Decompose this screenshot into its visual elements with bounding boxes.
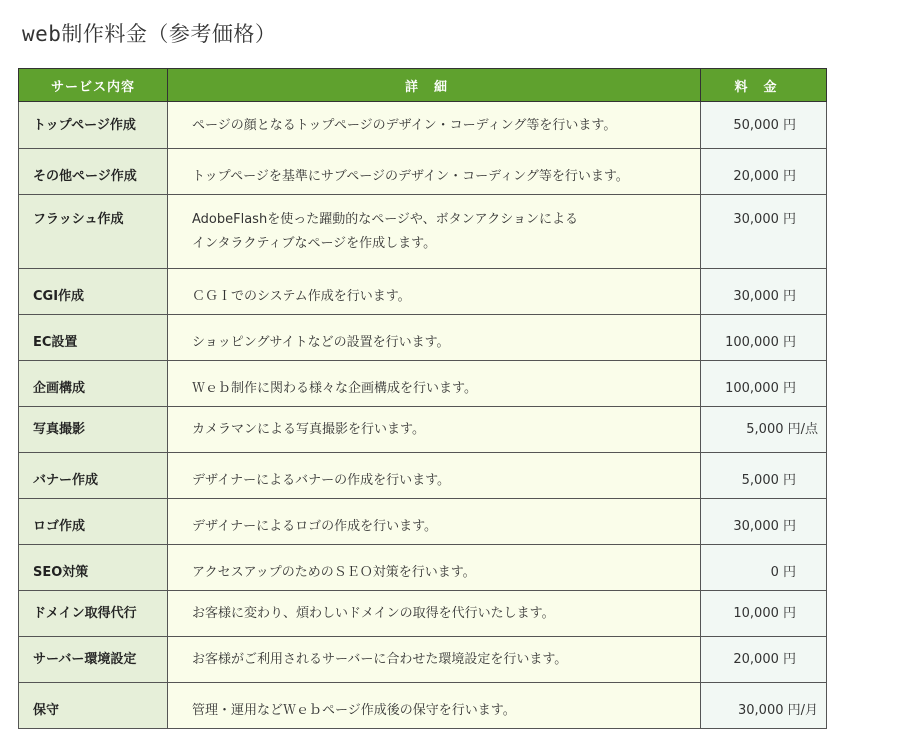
detail-line: ページの顔となるトップページのデザイン・コーディング等を行います。 — [192, 118, 617, 133]
detail-line: デザイナーによるバナーの作成を行います。 — [192, 473, 451, 488]
service-name-cell: バナー作成 — [19, 453, 168, 499]
detail-line: アクセスアップのためのＳＥＯ対策を行います。 — [192, 565, 476, 580]
service-name-cell: トップページ作成 — [19, 102, 168, 149]
detail-line: Ｗｅｂ制作に関わる様々な企画構成を行います。 — [192, 381, 477, 396]
table-row — [19, 453, 827, 499]
service-detail-cell — [168, 315, 701, 361]
service-detail-cell — [168, 637, 701, 683]
service-detail-cell — [168, 269, 701, 315]
service-price-cell: 30,000 円/月 — [701, 683, 827, 729]
table-row — [19, 102, 827, 149]
service-detail-cell — [168, 407, 701, 453]
service-price-cell: 30,000 円 — [701, 269, 827, 315]
detail-line: AdobeFlashを使った躍動的なページや、ボタンアクションによる — [192, 212, 579, 227]
page-title: web制作料金（参考価格） — [22, 22, 277, 46]
header-detail: 詳細 — [168, 69, 701, 102]
service-detail-cell — [168, 102, 701, 149]
detail-line: お客様がご利用されるサーバーに合わせた環境設定を行います。 — [192, 651, 568, 667]
service-detail-cell — [168, 149, 701, 195]
table-row — [19, 195, 827, 269]
table-row — [19, 269, 827, 315]
table-row — [19, 637, 827, 683]
service-price-cell: 0 円 — [701, 545, 827, 591]
service-detail-cell — [168, 591, 701, 637]
table-row — [19, 315, 827, 361]
service-price-cell: 100,000 円 — [701, 315, 827, 361]
service-detail-cell — [168, 683, 701, 729]
service-name-cell: フラッシュ作成 — [19, 195, 168, 269]
service-detail-cell — [168, 453, 701, 499]
service-price-cell: 20,000 円 — [701, 149, 827, 195]
table-body — [19, 102, 827, 729]
service-name-cell: ドメイン取得代行 — [19, 591, 168, 637]
detail-line: トップページを基準にサブページのデザイン・コーディング等を行います。 — [192, 169, 629, 184]
service-name-cell: その他ページ作成 — [19, 149, 168, 195]
service-name-cell: ロゴ作成 — [19, 499, 168, 545]
table-header-row — [19, 69, 827, 102]
service-price-cell: 10,000 円 — [701, 591, 827, 637]
detail-line: 管理・運用などＷｅｂページ作成後の保守を行います。 — [192, 703, 516, 718]
table-row — [19, 361, 827, 407]
table-row — [19, 683, 827, 729]
service-name-cell: 写真撮影 — [19, 407, 168, 453]
table-row — [19, 407, 827, 453]
detail-line: カメラマンによる写真撮影を行います。 — [192, 421, 425, 437]
detail-line: デザイナーによるロゴの作成を行います。 — [192, 519, 438, 534]
service-name-cell: サーバー環境設定 — [19, 637, 168, 683]
service-price-cell: 50,000 円 — [701, 102, 827, 149]
service-name-cell: SEO対策 — [19, 545, 168, 591]
detail-line: ＣＧＩでのシステム作成を行います。 — [192, 289, 411, 304]
service-price-cell: 20,000 円 — [701, 637, 827, 683]
service-detail-cell — [168, 361, 701, 407]
service-detail-cell — [168, 195, 701, 269]
table-row — [19, 499, 827, 545]
service-price-cell: 5,000 円 — [701, 453, 827, 499]
service-name-cell: EC設置 — [19, 315, 168, 361]
service-price-cell: 30,000 円 — [701, 499, 827, 545]
header-service: サービス内容 — [19, 69, 168, 102]
service-name-cell: 企画構成 — [19, 361, 168, 407]
detail-line: インタラクティブなページを作成します。 — [192, 236, 437, 251]
service-price-cell: 5,000 円/点 — [701, 407, 827, 453]
table-row — [19, 149, 827, 195]
detail-line: ショッピングサイトなどの設置を行います。 — [192, 335, 450, 350]
detail-line: お客様に変わり、煩わしいドメインの取得を代行いたします。 — [192, 605, 555, 621]
service-detail-cell — [168, 545, 701, 591]
service-price-cell: 30,000 円 — [701, 195, 827, 269]
table-row — [19, 545, 827, 591]
service-price-cell: 100,000 円 — [701, 361, 827, 407]
table-row — [19, 591, 827, 637]
service-name-cell: CGI作成 — [19, 269, 168, 315]
service-name-cell: 保守 — [19, 683, 168, 729]
price-table — [18, 68, 827, 729]
header-price: 料金 — [701, 69, 827, 102]
service-detail-cell — [168, 499, 701, 545]
